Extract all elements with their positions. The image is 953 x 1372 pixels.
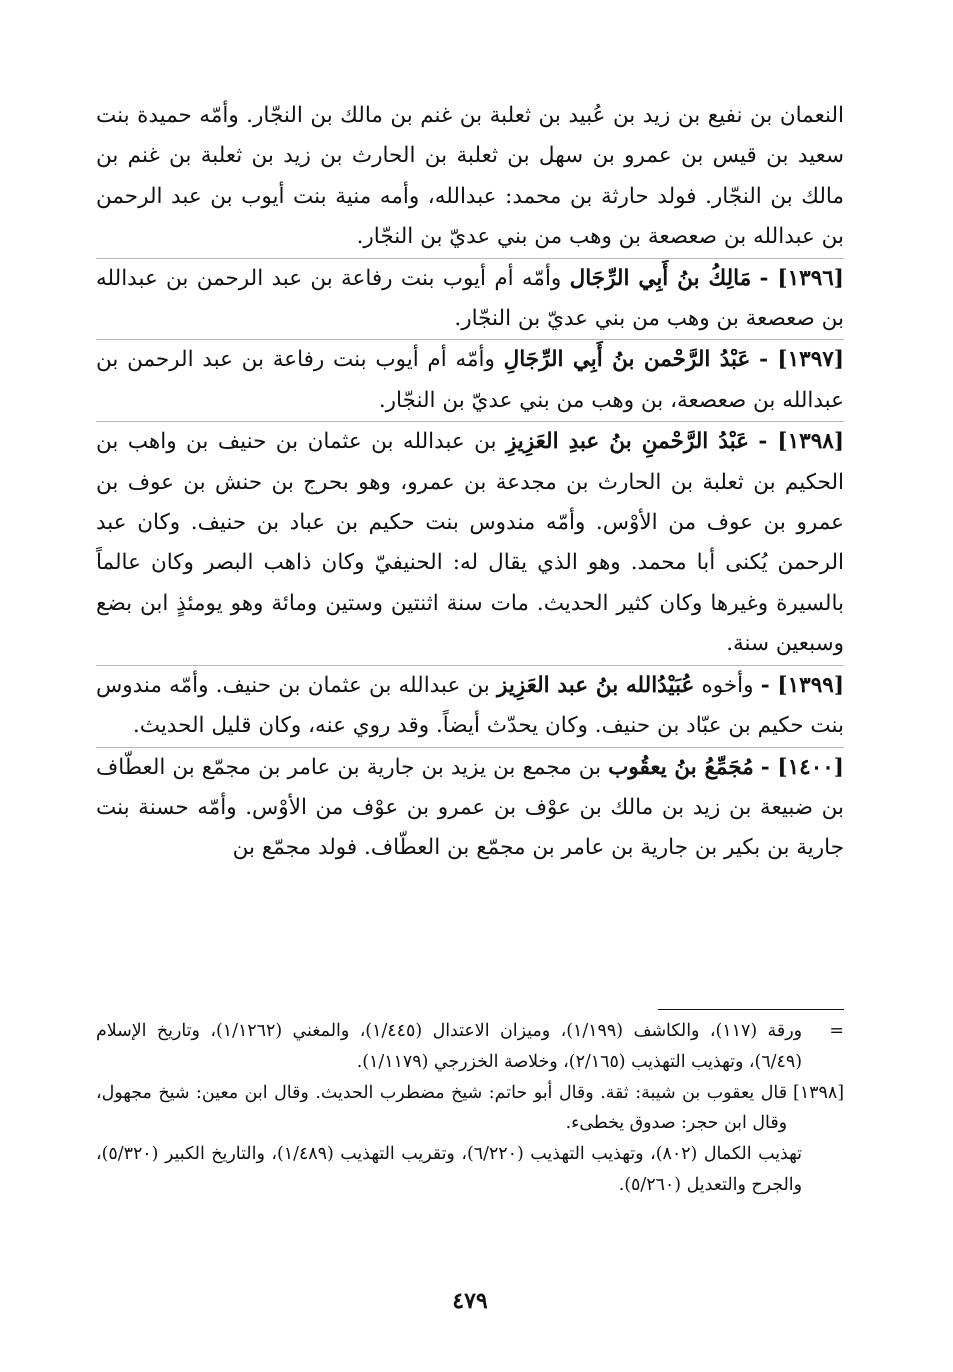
entry-number: [١٣٩٨] - [758,429,844,455]
main-text [96,96,844,869]
entry-number: [١٣٩٩] - [760,672,844,698]
entry-1398 [96,421,844,664]
entry-1399 [96,665,844,747]
footnote-1398 [96,1078,844,1140]
footnote-text: تهذيب الكمال (٨٠٢)، وتهذيب التهذيب (٦/٢٢٠)، وتقريب التهذيب (١/٤٨٩)، والتاريخ الكبير (٥/٣٢٠)، والجرح والتعديل (٥/٢٦٠). [96,1144,802,1195]
entry-name: عُبَيْدُالله بنُ عبد العَزِيز [496,672,695,698]
entry-name: مُجَمِّعُ بنُ يعقُوب [608,754,754,780]
footnote-mark: = [829,1021,844,1041]
paragraph-text: النعمان بن نفيع بن زيد بن عُبيد بن ثعلبة بن غنم بن مالك بن النجّار. وأمّه حميدة بنت سعيد بن قيس بن عمرو بن سهل بن ثعلبة بن الحارث بن زيد بن ثعلبة بن غنم بن مالك بن النجّار. فولد حارثة بن محمد: عبدالله، وأمه منية بنت أيوب بن عبد الرحمن بن عبدالله بن صعصعة بن وهب من بني عديّ بن النجّار. [96,103,844,250]
entry-name: عَبْدُ الرَّحْمن بنُ أَبِي الرِّجَالِ [503,347,751,373]
footnotes [96,1016,844,1201]
entry-text: وأمّه أم أيوب بنت رفاعة بن عبد الرحمن بن عبدالله بن صعصعة، بن وهب من بني عديّ بن النجّار. [96,347,844,413]
entry-text: بن عبدالله بن عثمان بن حنيف. وأمّه مندوس بنت حكيم بن عبّاد بن حنيف. وكان يحدّث أيضاً. وقد روي عنه، وكان قليل الحديث. [96,672,844,739]
entry-number: [١٣٩٦] - [759,265,844,291]
footnote-continuation [96,1016,844,1078]
footnote-text: ورقة (١١٧)، والكاشف (١/١٩٩)، وميزان الاعتدال (١/٤٤٥)، والمغني (١/١٢٦٢)، وتاريخ الإسلام (٦/٤٩)، وتهذيب التهذيب (٢/١٦٥)، وخلاصة الخزرجي (١/١١٧٩). [96,1021,802,1072]
entry-name: مَالِكُ بنُ أَبِي الرِّجَال [569,265,752,291]
document-page [96,96,844,1314]
entry-text: بن عبدالله بن عثمان بن حنيف بن واهب بن الحكيم بن ثعلبة بن الحارث بن مجدعة بن عمرو، وهو بحرج بن حنش بن عوف بن عمرو بن عوف من الأوْس. وأمّه مندوس بنت حكيم بن عباد بن حنيف. وكان عبد الرحمن يُكنى أبا محمد. وهو الذي يقال له: الحنيفيّ وكان ذاهب البصر وكان عالماً بالسيرة وغيرها وكان كثير الحديث. مات سنة اثنتين وستين ومائة وهو يومئذٍ ابن بضع وسبعين سنة. [96,429,844,657]
entry-name: عَبْدُ الرَّحْمنِ بنُ عبدِ العَزِيزِ [505,429,749,455]
footnote-divider [658,1009,844,1010]
entry-number: [١٣٩٧] - [759,347,844,373]
entry-1400 [96,747,844,869]
entry-1397 [96,339,844,421]
paragraph-continuation [96,96,844,258]
footnote-text: قال يعقوب بن شيبة: ثقة. وقال أبو حاتم: شيخ مضطرب الحديث. وقال ابن معين: شيخ مجهول، وقال ابن حجر: صدوق يخطىء. [96,1082,788,1134]
footnote-mark [802,1139,844,1201]
page-number: ٤٧٩ [452,1288,488,1314]
entry-text: بن مجمع بن يزيد بن جارية بن عامر بن مجمّع بن العطّاف بن ضبيعة بن زيد بن مالك بن عوْف بن عمرو بن عوْف من الأوْس. وأمّه حسنة بنت جارية بن بكير بن جارية بن عامر بن مجمّع بن العطّاف. فولد مجمّع بن [96,754,844,861]
entry-number: [١٤٠٠] - [760,754,844,780]
entry-text: وأمّه أم أيوب بنت رفاعة بن عبد الرحمن بن عبدالله بن صعصعة بن وهب من بني عديّ بن النجّار. [96,265,844,332]
entry-prefix: وأخوه [701,672,754,698]
footnote-mark: [١٣٩٨] [793,1082,844,1103]
footnote-1398-sources [96,1139,844,1201]
entry-1396 [96,258,844,340]
